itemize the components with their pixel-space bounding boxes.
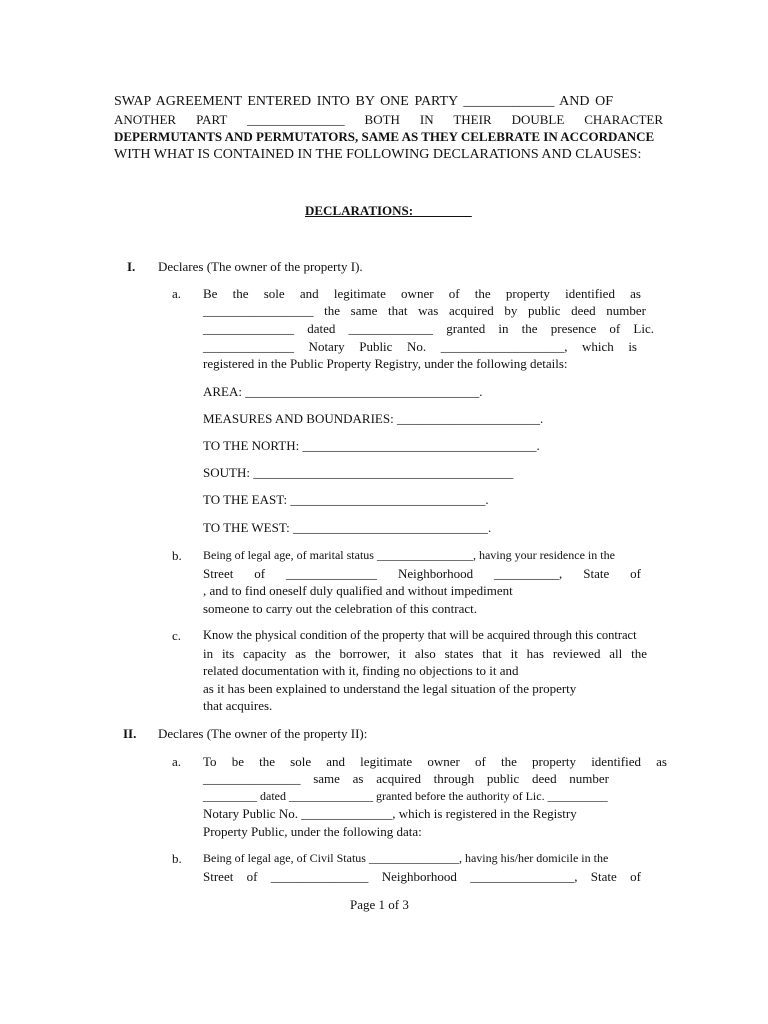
page-number: Page 1 of 3 [350, 897, 409, 912]
clause-2a-line-5: Property Public, under the following data: [203, 824, 422, 839]
clause-1c-line-4: as it has been explained to understand the legal situation of the property [203, 681, 577, 696]
section-2-heading: Declares (The owner of the property II): [158, 726, 368, 741]
clause-1a-line-5: registered in the Public Property Registry, under the following details: [203, 356, 568, 371]
section-2-numeral: II. [123, 726, 137, 741]
clause-2b-line-1: Being of legal age, of Civil Status _______________, having his/her domicile in the [203, 851, 609, 865]
clause-1b-line-2: Street of ______________ Neighborhood __________, State of [203, 566, 641, 581]
clause-2a-line-4: Notary Public No. ______________, which is registered in the Registry [203, 806, 577, 821]
clause-1c-marker: c. [172, 628, 182, 643]
clause-1a-line-1: Be the sole and legitimate owner of the property identified as [203, 286, 641, 301]
north-field: TO THE NORTH: ____________________________________. [203, 438, 540, 453]
clause-1a-line-4: ______________ Notary Public No. ___________________, which is [203, 339, 637, 354]
clause-1a-line-2: _________________ the same that was acquired by public deed number [203, 303, 646, 318]
clause-1b-line-3: , and to find oneself duly qualified and without impediment [203, 583, 513, 598]
clause-1a-line-3: ______________ dated _____________ granted in the presence of Lic. [203, 321, 654, 336]
clause-2a-marker: a. [172, 754, 182, 769]
east-field: TO THE EAST: ______________________________. [203, 492, 489, 507]
clause-1c-line-3: related documentation with it, finding no objections to it and [203, 663, 519, 678]
west-field: TO THE WEST: ______________________________. [203, 520, 492, 535]
clause-1a-marker: a. [172, 286, 182, 301]
clause-2a-line-2: _______________ same as acquired through public deed number [203, 771, 609, 786]
section-1-heading: Declares (The owner of the property I). [158, 259, 363, 274]
measures-field: MEASURES AND BOUNDARIES: ______________________. [203, 411, 544, 426]
header-line-4: WITH WHAT IS CONTAINED IN THE FOLLOWING DECLARATIONS AND CLAUSES: [114, 147, 642, 162]
section-1-numeral: I. [127, 259, 136, 274]
area-field: AREA: ____________________________________. [203, 384, 483, 399]
clause-1b-line-4: someone to carry out the celebration of this contract. [203, 601, 477, 616]
clause-1c-line-1: Know the physical condition of the property that will be acquired through this contract [203, 628, 637, 642]
clause-1b-line-1: Being of legal age, of marital status ________________, having your residence in the [203, 548, 615, 562]
clause-1b-marker: b. [172, 548, 182, 563]
header-line-2: ANOTHER PART _______________ BOTH IN THEIR DOUBLE CHARACTER [114, 112, 663, 127]
clause-2a-line-3: _________ dated ______________ granted before the authority of Lic. __________ [203, 789, 608, 803]
clause-1c-line-5: that acquires. [203, 698, 273, 713]
clause-1c-line-2: in its capacity as the borrower, it also states that it has reviewed all the [203, 646, 647, 661]
south-field: SOUTH: ________________________________________ [203, 465, 514, 480]
declarations-title: DECLARATIONS:_________ [305, 203, 472, 218]
header-line-3: DEPERMUTANTS AND PERMUTATORS, SAME AS THEY CELEBRATE IN ACCORDANCE [114, 129, 655, 144]
clause-2b-line-2: Street of _______________ Neighborhood ________________, State of [203, 869, 641, 884]
header-line-1: SWAP AGREEMENT ENTERED INTO BY ONE PARTY _____________ AND OF [114, 94, 613, 109]
clause-2a-line-1: To be the sole and legitimate owner of the property identified as [203, 754, 667, 769]
clause-2b-marker: b. [172, 851, 182, 866]
